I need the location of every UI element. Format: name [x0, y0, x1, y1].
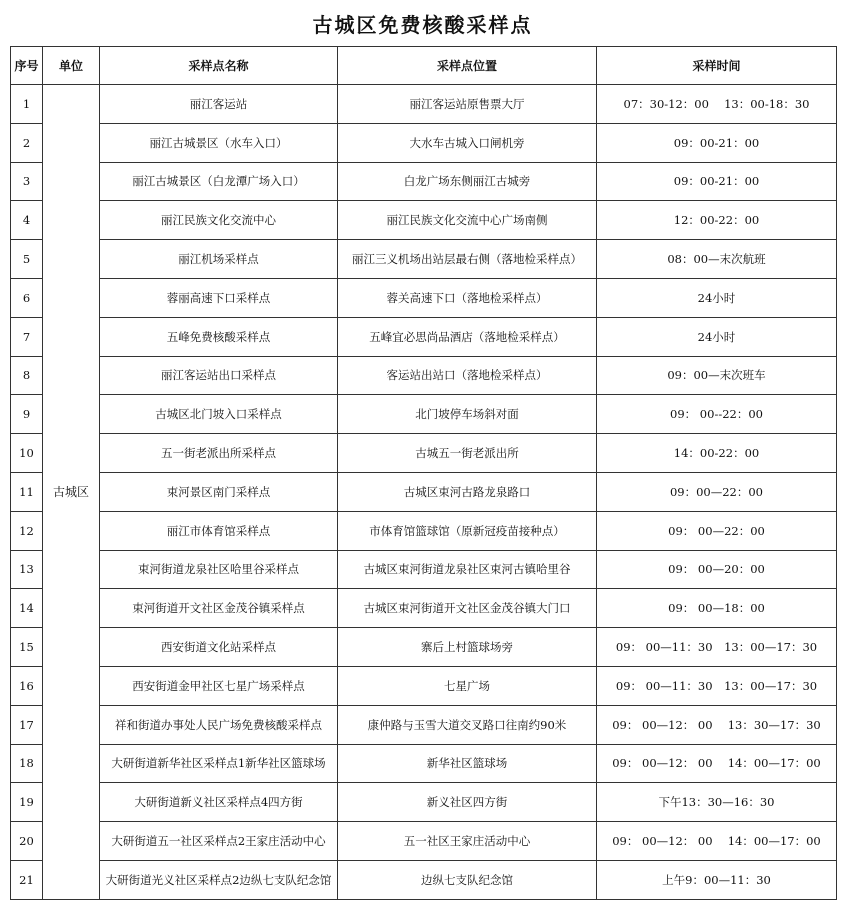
- header-sampling-time: 采样时间: [597, 47, 837, 85]
- site-location: 蓉关高速下口（落地检采样点）: [338, 278, 597, 317]
- site-name: 西安街道金甲社区七星广场采样点: [100, 666, 338, 705]
- sampling-time: 09： 00--22：00: [597, 395, 837, 434]
- table-row: [11, 317, 837, 356]
- site-location: 五峰宜必思尚品酒店（落地检采样点）: [338, 317, 597, 356]
- table-row: [11, 589, 837, 628]
- table-row: [11, 744, 837, 783]
- site-name: 大研街道五一社区采样点2王家庄活动中心: [100, 822, 338, 861]
- row-index: 5: [11, 240, 43, 279]
- table-row: [11, 240, 837, 279]
- sampling-time: 下午13：30—16：30: [597, 783, 837, 822]
- table-row: [11, 550, 837, 589]
- row-index: 16: [11, 666, 43, 705]
- site-location: 丽江民族文化交流中心广场南侧: [338, 201, 597, 240]
- site-name: 丽江客运站出口采样点: [100, 356, 338, 395]
- row-index: 12: [11, 511, 43, 550]
- site-name: 束河景区南门采样点: [100, 472, 338, 511]
- sampling-time: 09：00-21：00: [597, 162, 837, 201]
- table-row: [11, 123, 837, 162]
- site-name: 大研街道新华社区采样点1新华社区篮球场: [100, 744, 338, 783]
- table-row: [11, 278, 837, 317]
- sampling-time: 24小时: [597, 278, 837, 317]
- header-site-location: 采样点位置: [338, 47, 597, 85]
- sampling-time: 09： 00—22：00: [597, 511, 837, 550]
- document-title: 古城区免费核酸采样点: [312, 13, 533, 37]
- site-name: 丽江客运站: [100, 85, 338, 124]
- row-index: 11: [11, 472, 43, 511]
- row-index: 2: [11, 123, 43, 162]
- sampling-time: 09： 00—11：30 13：00—17：30: [597, 666, 837, 705]
- site-name: 大研街道光义社区采样点2边纵七支队纪念馆: [100, 860, 338, 899]
- site-name: 祥和街道办事处人民广场免费核酸采样点: [100, 705, 338, 744]
- sampling-time: 09：00—22：00: [597, 472, 837, 511]
- site-location: 五一社区王家庄活动中心: [338, 822, 597, 861]
- sampling-time: 09： 00—12： 00 14：00—17：00: [597, 822, 837, 861]
- table-header-row: [11, 47, 837, 85]
- table-row: [11, 705, 837, 744]
- table-row: [11, 85, 837, 124]
- row-index: 8: [11, 356, 43, 395]
- row-index: 20: [11, 822, 43, 861]
- site-name: 古城区北门坡入口采样点: [100, 395, 338, 434]
- table-row: [11, 666, 837, 705]
- site-location: 丽江客运站原售票大厅: [338, 85, 597, 124]
- sampling-time: 12：00-22：00: [597, 201, 837, 240]
- row-index: 17: [11, 705, 43, 744]
- sampling-time: 07：30-12：00 13：00-18：30: [597, 85, 837, 124]
- row-index: 14: [11, 589, 43, 628]
- table-row: [11, 822, 837, 861]
- table-row: [11, 783, 837, 822]
- site-location: 古城区束河古路龙泉路口: [338, 472, 597, 511]
- unit-cell: 古城区: [43, 85, 100, 900]
- sampling-time: 24小时: [597, 317, 837, 356]
- sampling-sites-table: [10, 46, 837, 900]
- site-location: 市体育馆篮球馆（原新冠疫苗接种点）: [338, 511, 597, 550]
- table-row: [11, 201, 837, 240]
- site-name: 束河街道龙泉社区哈里谷采样点: [100, 550, 338, 589]
- site-location: 丽江三义机场出站层最右侧（落地检采样点）: [338, 240, 597, 279]
- row-index: 18: [11, 744, 43, 783]
- site-name: 五峰免费核酸采样点: [100, 317, 338, 356]
- site-name: 丽江民族文化交流中心: [100, 201, 338, 240]
- table-row: [11, 860, 837, 899]
- row-index: 1: [11, 85, 43, 124]
- row-index: 21: [11, 860, 43, 899]
- sampling-time: 09： 00—12： 00 13：30—17：30: [597, 705, 837, 744]
- header-site-name: 采样点名称: [100, 47, 338, 85]
- row-index: 13: [11, 550, 43, 589]
- row-index: 3: [11, 162, 43, 201]
- sampling-time: 08：00—末次航班: [597, 240, 837, 279]
- sampling-time: 09： 00—12： 00 14：00—17：00: [597, 744, 837, 783]
- header-unit: 单位: [43, 47, 100, 85]
- table-row: [11, 356, 837, 395]
- site-location: 古城五一街老派出所: [338, 434, 597, 473]
- site-name: 丽江古城景区（水车入口）: [100, 123, 338, 162]
- row-index: 15: [11, 628, 43, 667]
- sampling-time: 09：00-21：00: [597, 123, 837, 162]
- site-location: 北门坡停车场斜对面: [338, 395, 597, 434]
- site-location: 大水车古城入口闸机旁: [338, 123, 597, 162]
- table-row: [11, 434, 837, 473]
- site-name: 蓉丽高速下口采样点: [100, 278, 338, 317]
- site-location: 边纵七支队纪念馆: [338, 860, 597, 899]
- site-location: 新义社区四方街: [338, 783, 597, 822]
- site-location: 客运站出站口（落地检采样点）: [338, 356, 597, 395]
- sampling-time: 09： 00—20：00: [597, 550, 837, 589]
- site-location: 古城区束河街道龙泉社区束河古镇哈里谷: [338, 550, 597, 589]
- site-location: 康仲路与玉雪大道交叉路口往南约90米: [338, 705, 597, 744]
- sampling-time: 上午9：00—11：30: [597, 860, 837, 899]
- row-index: 6: [11, 278, 43, 317]
- table-row: [11, 395, 837, 434]
- row-index: 19: [11, 783, 43, 822]
- row-index: 9: [11, 395, 43, 434]
- row-index: 7: [11, 317, 43, 356]
- row-index: 4: [11, 201, 43, 240]
- table-row: [11, 511, 837, 550]
- sampling-time: 09： 00—11：30 13：00—17：30: [597, 628, 837, 667]
- site-location: 新华社区篮球场: [338, 744, 597, 783]
- site-name: 丽江机场采样点: [100, 240, 338, 279]
- site-name: 束河街道开文社区金茂谷镇采样点: [100, 589, 338, 628]
- site-name: 大研街道新义社区采样点4四方街: [100, 783, 338, 822]
- sampling-time: 09：00—末次班车: [597, 356, 837, 395]
- sampling-time: 14：00-22：00: [597, 434, 837, 473]
- table-row: [11, 472, 837, 511]
- table-row: [11, 162, 837, 201]
- site-name: 丽江市体育馆采样点: [100, 511, 338, 550]
- sampling-time: 09： 00—18：00: [597, 589, 837, 628]
- site-location: 七星广场: [338, 666, 597, 705]
- site-location: 古城区束河街道开文社区金茂谷镇大门口: [338, 589, 597, 628]
- site-name: 西安街道文化站采样点: [100, 628, 338, 667]
- row-index: 10: [11, 434, 43, 473]
- header-index: 序号: [11, 47, 43, 85]
- table-row: [11, 628, 837, 667]
- site-name: 丽江古城景区（白龙潭广场入口）: [100, 162, 338, 201]
- site-location: 寨后上村篮球场旁: [338, 628, 597, 667]
- site-name: 五一街老派出所采样点: [100, 434, 338, 473]
- site-location: 白龙广场东侧丽江古城旁: [338, 162, 597, 201]
